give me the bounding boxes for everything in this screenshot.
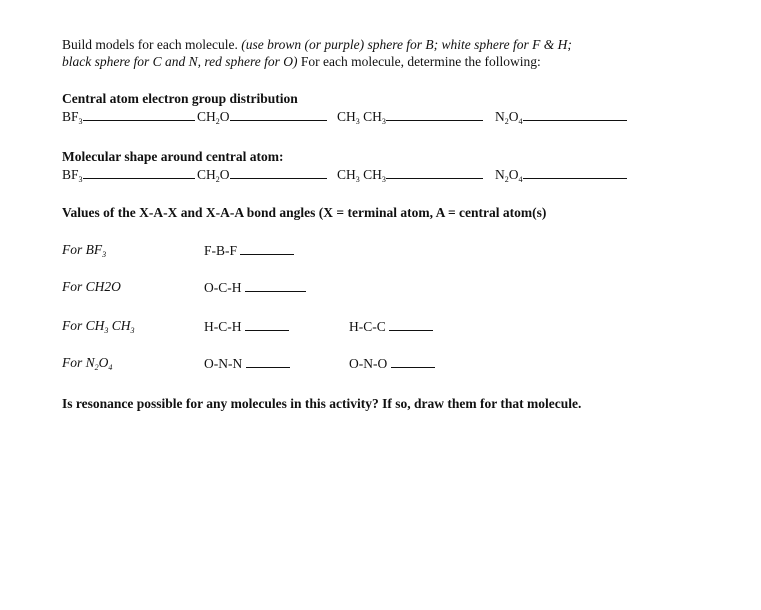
formula-sub: 2 (215, 117, 220, 126)
row-label-text: For N (62, 355, 95, 370)
section1-n2o4 (495, 108, 627, 125)
answer-blank[interactable] (246, 355, 290, 368)
formula-sub: 2 (504, 117, 509, 126)
section1-bf3 (62, 108, 195, 125)
section2-heading: Molecular shape around central atom: (62, 149, 284, 164)
intro-italic-1: (use brown (or purple) sphere for B; white sphere for F & H; (241, 37, 572, 52)
formula-sub: 3 (381, 117, 386, 126)
answer-blank[interactable] (245, 318, 289, 331)
formula-part: CH (337, 167, 356, 182)
angle-onn (204, 355, 290, 372)
formula-sub: 4 (518, 175, 523, 184)
formula-part: CH (359, 109, 382, 124)
row-label-bf3 (62, 242, 106, 258)
formula-sub: 2 (215, 175, 220, 184)
row-label-text: O (98, 355, 109, 370)
row-label-ch2o: For CH2O (62, 279, 121, 294)
angle-label: H-C-C (349, 319, 386, 334)
formula-sub: 3 (355, 117, 360, 126)
angle-fbf (204, 242, 294, 259)
row-label-ch3ch3 (62, 318, 135, 334)
formula-sub: 3 (104, 326, 109, 335)
formula-sub: 3 (78, 117, 83, 126)
formula-part: BF (62, 167, 79, 182)
formula-sub: 3 (130, 326, 135, 335)
angle-label: O-N-O (349, 356, 388, 371)
answer-blank[interactable] (386, 166, 483, 179)
formula-sub: 2 (504, 175, 509, 184)
intro-line-1 (62, 37, 572, 53)
answer-blank[interactable] (523, 108, 627, 121)
intro-line-2 (62, 54, 541, 70)
answer-blank[interactable] (389, 318, 433, 331)
answer-blank[interactable] (391, 355, 435, 368)
formula-part: N (495, 109, 505, 124)
section2-n2o4 (495, 166, 627, 183)
section2-ch3ch3 (337, 166, 483, 183)
formula-part: CH (197, 167, 216, 182)
answer-blank[interactable] (230, 166, 327, 179)
angle-hch (204, 318, 289, 335)
angle-label: F-B-F (204, 243, 238, 258)
formula-part: O (219, 167, 230, 182)
formula-part: O (219, 109, 230, 124)
formula-sub: 3 (381, 175, 386, 184)
intro-text-2: For each molecule, determine the following: (297, 54, 541, 69)
angle-ono (349, 355, 435, 372)
formula-sub: 3 (355, 175, 360, 184)
answer-blank[interactable] (230, 108, 327, 121)
angle-label: O-C-H (204, 280, 242, 295)
formula-part: BF (62, 109, 79, 124)
row-label-n2o4 (62, 355, 112, 371)
section1-ch2o (197, 108, 327, 125)
formula-part: CH (337, 109, 356, 124)
row-label-text: For BF (62, 242, 103, 257)
formula-part: N (495, 167, 505, 182)
formula-sub: 3 (102, 250, 107, 259)
answer-blank[interactable] (245, 279, 306, 292)
formula-sub: 4 (108, 363, 113, 372)
formula-part: O (508, 167, 519, 182)
formula-sub: 4 (518, 117, 523, 126)
section2-bf3 (62, 166, 195, 183)
answer-blank[interactable] (386, 108, 483, 121)
intro-text: Build models for each molecule. (62, 37, 242, 52)
formula-part: CH (197, 109, 216, 124)
angle-och (204, 279, 306, 296)
angle-hcc (349, 318, 433, 335)
answer-blank[interactable] (240, 242, 294, 255)
formula-sub: 3 (78, 175, 83, 184)
answer-blank[interactable] (523, 166, 627, 179)
section1-heading: Central atom electron group distribution (62, 91, 298, 106)
section3-heading: Values of the X-A-X and X-A-A bond angles (X = terminal atom, A = central atom(s) (62, 205, 547, 220)
answer-blank[interactable] (83, 108, 195, 121)
section1-ch3ch3 (337, 108, 483, 125)
intro-italic-2: black sphere for C and N, red sphere for O) (62, 54, 298, 69)
angle-label: H-C-H (204, 319, 242, 334)
formula-sub: 2 (94, 363, 99, 372)
resonance-question: Is resonance possible for any molecules in this activity? If so, draw them for that molecule. (62, 396, 582, 411)
formula-part: CH (359, 167, 382, 182)
row-label-text: CH (108, 318, 131, 333)
answer-blank[interactable] (83, 166, 195, 179)
angle-label: O-N-N (204, 356, 243, 371)
row-label-text: For CH (62, 318, 105, 333)
section2-ch2o (197, 166, 327, 183)
formula-part: O (508, 109, 519, 124)
